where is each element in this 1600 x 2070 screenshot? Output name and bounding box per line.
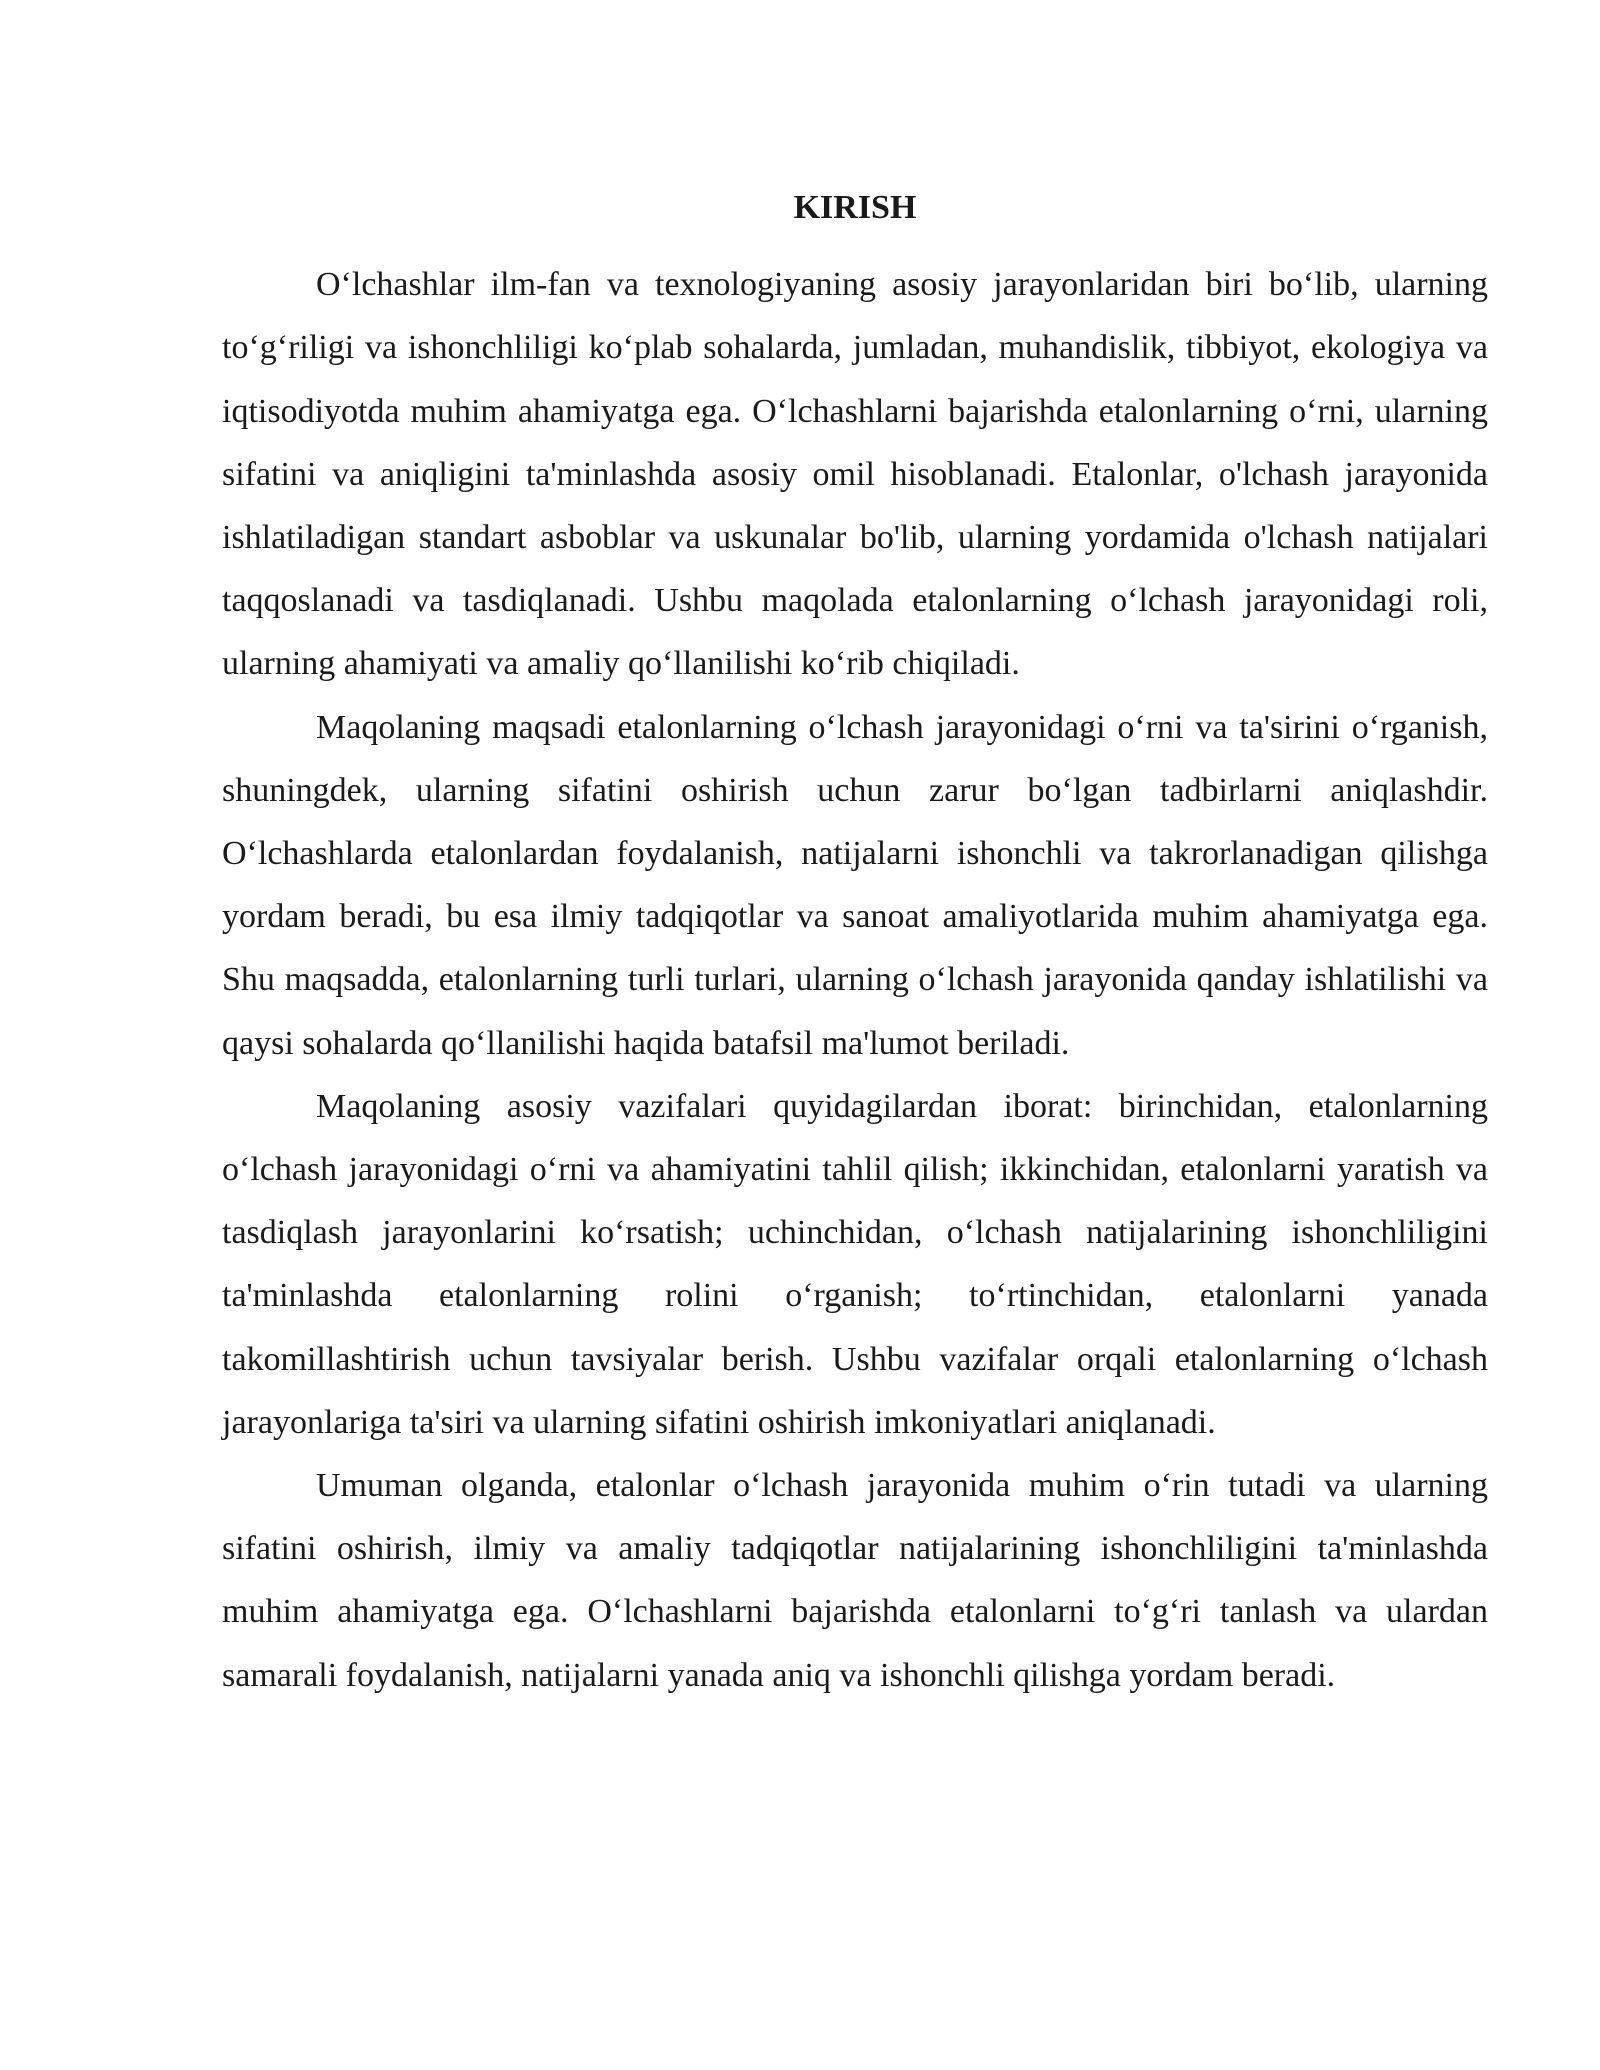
paragraph-3: Maqolaning asosiy vazifalari quyidagilardan iborat: birinchidan, etalonlarning o‘lchash jarayonidagi o‘rni va ahamiyatini tahlil qilish; ikkinchidan, etalonlarni yaratish va tasdiqlash jarayonlarini ko‘rsatish; uchinchidan, o‘lchash natijalarining ishonchliligini ta'minlashda etalonlarning rolini o‘rganish; to‘rtinchidan, etalonlarni yanada takomillashtirish uchun tavsiyalar berish. Ushbu vazifalar orqali etalonlarning o‘lchash jarayonlariga ta'siri va ularning sifatini oshirish imkoniyatlari aniqlanadi. — [222, 1087, 1488, 1441]
section-heading: KIRISH — [793, 189, 917, 226]
paragraph-2: Maqolaning maqsadi etalonlarning o‘lchash jarayonidagi o‘rni va ta'sirini o‘rganish, shuningdek, ularning sifatini oshirish uchun zarur bo‘lgan tadbirlarni aniqlashdir. O‘lchashlarda etalonlardan foydalanish, natijalarni ishonchli va takrorlanadigan qilishga yordam beradi, bu esa ilmiy tadqiqotlar va sanoat amaliyotlarida muhim ahamiyatga ega. Shu maqsadda, etalonlarning turli turlari, ularning o‘lchash jarayonida qanday ishlatilishi va qaysi sohalarda qo‘llanilishi haqida batafsil ma'lumot beriladi. — [222, 708, 1488, 1062]
paragraph-4: Umuman olganda, etalonlar o‘lchash jarayonida muhim o‘rin tutadi va ularning sifatini oshirish, ilmiy va amaliy tadqiqotlar natijalarining ishonchliligini ta'minlashda muhim ahamiyatga ega. O‘lchashlarni bajarishda etalonlarni to‘g‘ri tanlash va ulardan samarali foydalanish, natijalarni yanada aniq va ishonchli qilishga yordam beradi. — [222, 1467, 1488, 1694]
document-body — [222, 176, 1488, 1707]
paragraph-1: O‘lchashlar ilm-fan va texnologiyaning asosiy jarayonlaridan biri bo‘lib, ularning to‘g‘riligi va ishonchliligi ko‘plab sohalarda, jumladan, muhandislik, tibbiyot, ekologiya va iqtisodiyotda muhim ahamiyatga ega. O‘lchashlarni bajarishda etalonlarning o‘rni, ularning sifatini va aniqligini ta'minlashda asosiy omil hisoblanadi. Etalonlar, o'lchash jarayonida ishlatiladigan standart asboblar va uskunalar bo'lib, ularning yordamida o'lchash natijalari taqqoslanadi va tasdiqlanadi. Ushbu maqolada etalonlarning o‘lchash jarayonidagi roli, ularning ahamiyati va amaliy qo‘llanilishi ko‘rib chiqiladi. — [222, 266, 1488, 683]
